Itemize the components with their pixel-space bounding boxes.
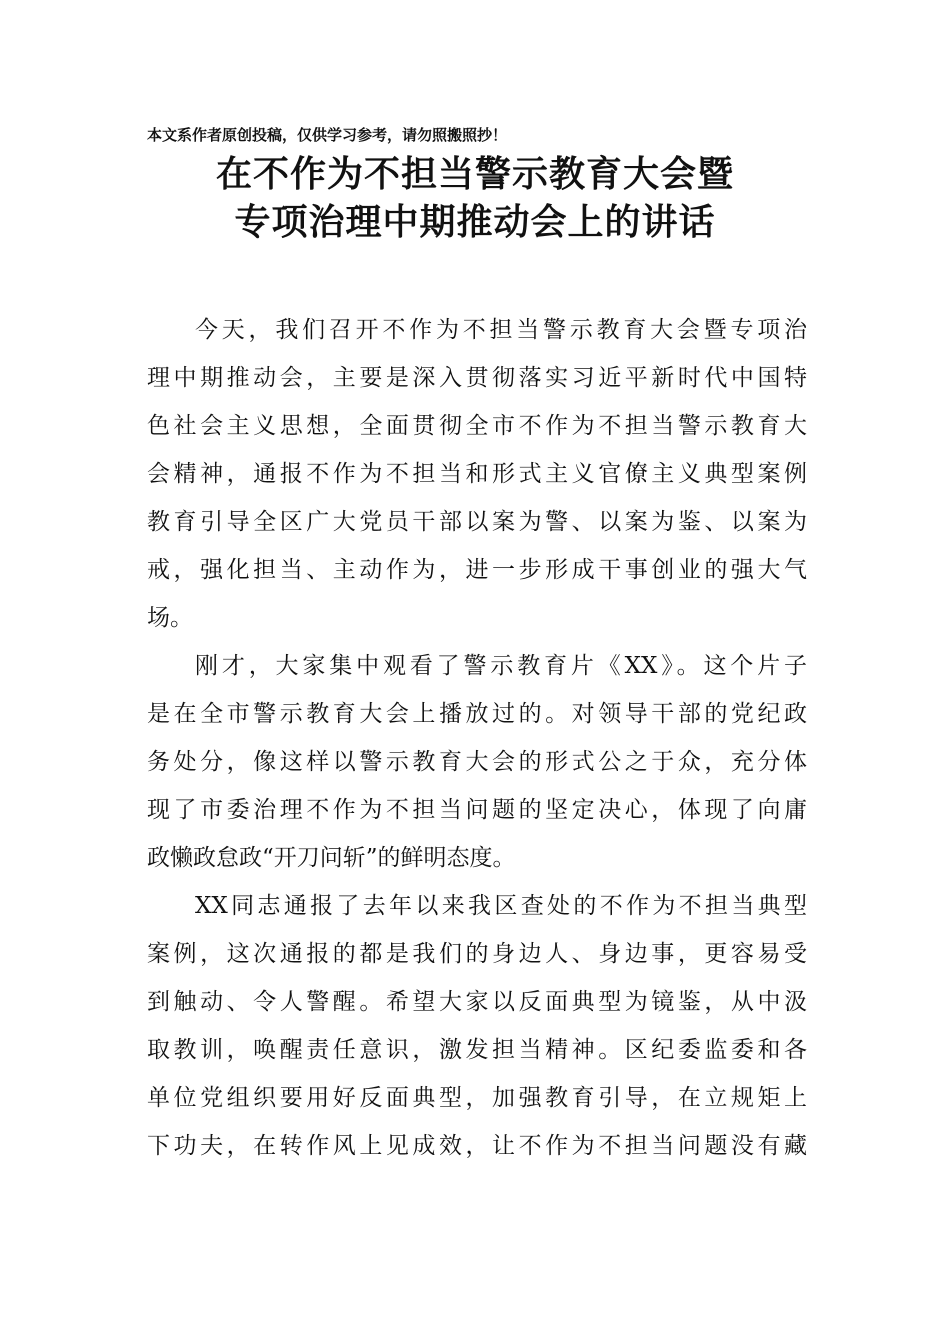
text-line: 今天，我们召开不作为不担当警示教育大会暨专项治 xyxy=(195,317,807,343)
paragraph xyxy=(147,882,807,1170)
text-line: 教育引导全区广大党员干部以案为警、以案为鉴、以案为 xyxy=(147,509,807,535)
copyright-notice: 本文系作者原创投稿，仅供学习参考，请勿照搬照抄！ xyxy=(147,126,508,144)
paragraph xyxy=(147,642,807,882)
text-line: 理中期推动会，主要是深入贯彻落实习近平新时代中国特 xyxy=(147,365,807,391)
text-line: 取教训，唤醒责任意识，激发担当精神。区纪委监委和各 xyxy=(147,1037,807,1063)
document-title-line-2: 专项治理中期推动会上的讲话 xyxy=(234,201,716,243)
text-line: XX同志通报了去年以来我区查处的不作为不担当典型 xyxy=(195,893,807,919)
text-line: 是在全市警示教育大会上播放过的。对领导干部的党纪政 xyxy=(147,701,807,727)
document-title-line-1: 在不作为不担当警示教育大会暨 xyxy=(215,153,734,195)
text-line: 场。 xyxy=(147,605,193,631)
text-line: 色社会主义思想，全面贯彻全市不作为不担当警示教育大 xyxy=(147,413,807,439)
text-line: 到触动、令人警醒。希望大家以反面典型为镜鉴，从中汲 xyxy=(147,989,807,1015)
text-line: 下功夫，在转作风上见成效，让不作为不担当问题没有藏 xyxy=(147,1133,807,1159)
text-line: 戒，强化担当、主动作为，进一步形成干事创业的强大气 xyxy=(147,557,807,583)
paragraph xyxy=(147,306,807,642)
text-line: 单位党组织要用好反面典型，加强教育引导，在立规矩上 xyxy=(147,1085,807,1111)
text-line: 政懒政怠政“开刀问斩”的鲜明态度。 xyxy=(147,845,516,871)
text-line: 现了市委治理不作为不担当问题的坚定决心，体现了向庸 xyxy=(147,797,807,823)
text-line: 刚才，大家集中观看了警示教育片《XX》。这个片子 xyxy=(195,653,807,679)
text-line: 务处分，像这样以警示教育大会的形式公之于众，充分体 xyxy=(147,749,807,775)
document-body xyxy=(147,306,807,1170)
text-line: 会精神，通报不作为不担当和形式主义官僚主义典型案例 xyxy=(147,461,807,487)
text-line: 案例，这次通报的都是我们的身边人、身边事，更容易受 xyxy=(147,941,807,967)
